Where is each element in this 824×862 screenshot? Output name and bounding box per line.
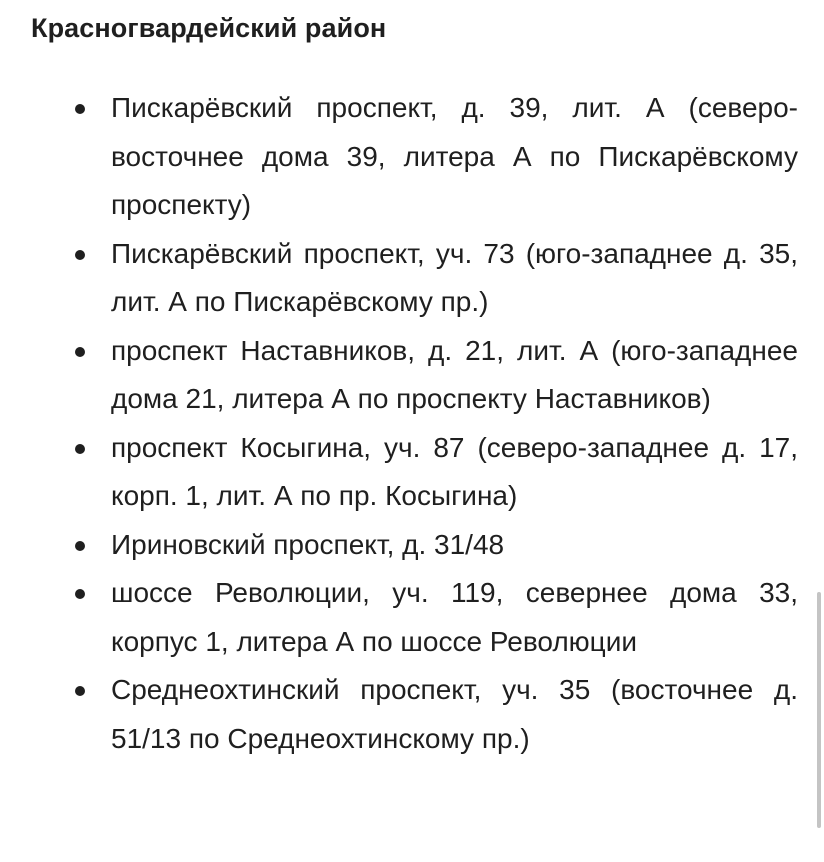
address-text: шоссе Революции, уч. 119, севернее дома 33, корпус 1, литера А по шоссе Революции [111,577,798,657]
list-item [0,230,824,327]
bullet-dot-icon [75,104,85,114]
address-text: Пискарёвский проспект, уч. 73 (юго-западнее д. 35, лит. А по Пискарёвскому пр.) [111,237,798,317]
address-text: Пискарёвский проспект, д. 39, лит. А (северо-восточнее дома 39, литера А по Пискарёвскому проспекту) [111,92,798,220]
list-item [0,327,824,424]
bullet-dot-icon [75,686,85,696]
vertical-scrollbar[interactable] [817,592,821,828]
list-item [0,84,824,230]
address-list [0,84,824,763]
bullet-dot-icon [75,589,85,599]
bullet-dot-icon [75,250,85,260]
address-text: проспект Наставников, д. 21, лит. А (юго-западнее дома 21, литера А по проспекту Наставников) [111,334,798,414]
list-item [0,569,824,666]
bullet-dot-icon [75,541,85,551]
address-text: Ириновский проспект, д. 31/48 [111,528,505,560]
list-item [0,666,824,763]
bullet-dot-icon [75,347,85,357]
list-item [0,424,824,521]
page-title: Красногвардейский район [31,13,387,43]
list-item [0,521,824,570]
address-text: проспект Косыгина, уч. 87 (северо-западнее д. 17, корп. 1, лит. А по пр. Косыгина) [111,431,798,511]
address-text: Среднеохтинский проспект, уч. 35 (восточнее д. 51/13 по Среднеохтинскому пр.) [111,674,798,754]
bullet-dot-icon [75,444,85,454]
